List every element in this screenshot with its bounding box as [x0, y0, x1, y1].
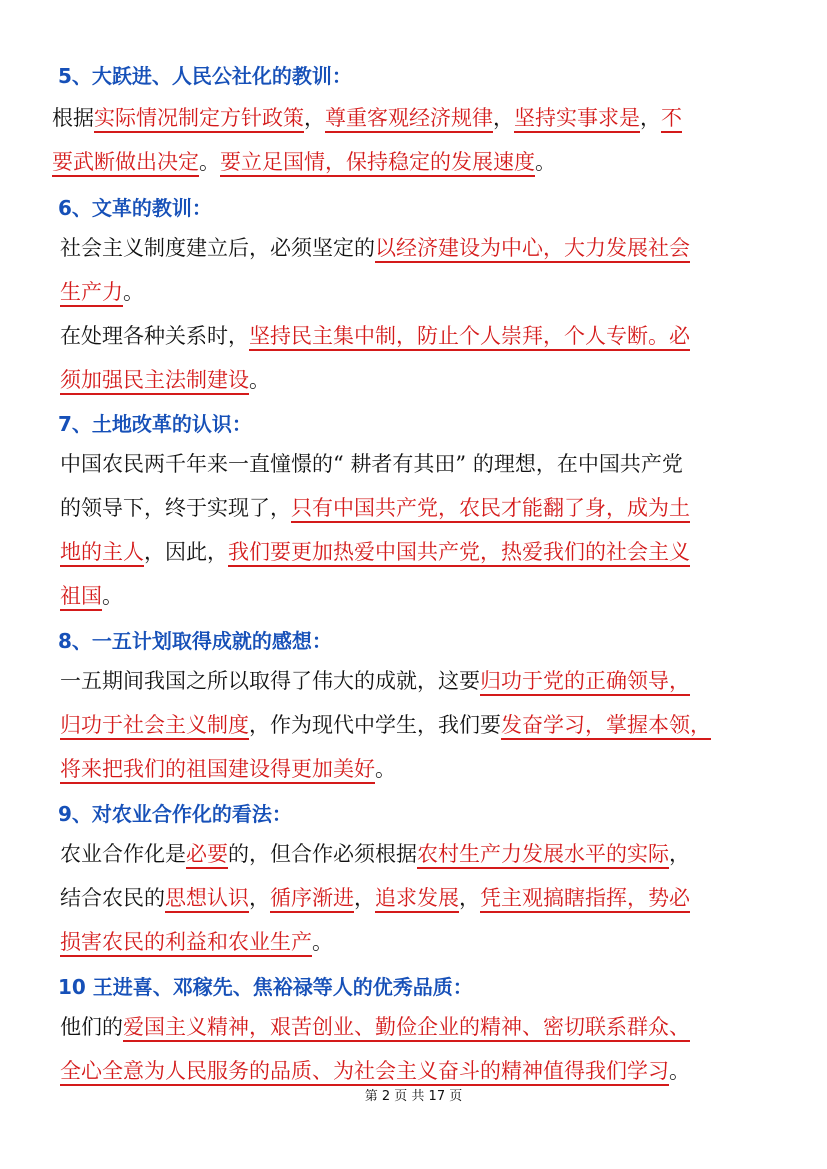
section-body-10 [60, 1005, 690, 1093]
section-heading-8: 8、一五计划取得成就的感想： [58, 629, 332, 653]
highlighted-key-phrase: 追求发展 [375, 886, 459, 910]
body-text: 在处理各种关系时， [60, 324, 249, 348]
section-body-5 [52, 96, 682, 184]
body-text: ， [249, 886, 270, 910]
body-text: 。 [312, 930, 333, 954]
body-text: 。 [199, 150, 220, 174]
section-heading-6: 6、文革的教训： [58, 196, 212, 220]
highlighted-key-phrase: 只有中国共产党，农民才能翻了身，成为土 [291, 496, 690, 520]
text-line [60, 920, 690, 964]
highlighted-key-phrase: 凭主观搞瞎指挥，势必 [480, 886, 690, 910]
section-body-9 [60, 832, 690, 964]
body-text: 的，但合作必须根据 [228, 842, 417, 866]
text-line [60, 486, 690, 530]
highlighted-key-phrase: 坚持民主集中制，防止个人崇拜，个人专断。必 [249, 324, 690, 348]
highlighted-key-phrase: 须加强民主法制建设 [60, 368, 249, 392]
text-line [60, 358, 690, 402]
highlighted-key-phrase: 实际情况制定方针政策 [94, 106, 304, 130]
body-text: ， [493, 106, 514, 130]
text-line [52, 140, 682, 184]
body-text: 的领导下，终于实现了， [60, 496, 291, 520]
highlighted-key-phrase: 损害农民的利益和农业生产 [60, 930, 312, 954]
text-line [60, 832, 690, 876]
body-text: ， [640, 106, 661, 130]
text-line [60, 226, 690, 270]
body-text: 社会主义制度建立后，必须坚定的 [60, 236, 375, 260]
body-text: 中国农民两千年来一直憧憬的“ 耕者有其田” 的理想，在中国共产党 [60, 452, 683, 476]
page-footer: 第 2 页 共 17 页 [364, 1089, 463, 1104]
section-heading-5: 5、大跃进、人民公社化的教训： [58, 64, 352, 88]
body-text: 。 [249, 368, 270, 392]
text-line [60, 442, 690, 486]
highlighted-key-phrase: 尊重客观经济规律 [325, 106, 493, 130]
body-text: ， [669, 842, 690, 866]
body-text: ，作为现代中学生，我们要 [249, 713, 501, 737]
text-line [60, 574, 690, 618]
body-text: 农业合作化是 [60, 842, 186, 866]
body-text: 结合农民的 [60, 886, 165, 910]
highlighted-key-phrase: 必要 [186, 842, 228, 866]
highlighted-key-phrase: 不 [661, 106, 682, 130]
body-text: ， [304, 106, 325, 130]
section-body-7 [60, 442, 690, 618]
section-heading-10: 10 王进喜、邓稼先、焦裕禄等人的优秀品质： [58, 975, 473, 999]
body-text: 。 [102, 584, 123, 608]
highlighted-key-phrase: 要立足国情，保持稳定的发展速度 [220, 150, 535, 174]
section-heading-9: 9、对农业合作化的看法： [58, 802, 292, 826]
highlighted-key-phrase: 归功于党的正确领导， [480, 669, 690, 693]
highlighted-key-phrase: 我们要更加热爱中国共产党，热爱我们的社会主义 [228, 540, 690, 564]
highlighted-key-phrase: 坚持实事求是 [514, 106, 640, 130]
highlighted-key-phrase: 思想认识 [165, 886, 249, 910]
body-text: 根据 [52, 106, 94, 130]
text-line [52, 96, 682, 140]
body-text: ，因此， [144, 540, 228, 564]
highlighted-key-phrase: 将来把我们的祖国建设得更加美好 [60, 757, 375, 781]
highlighted-key-phrase: 归功于社会主义制度 [60, 713, 249, 737]
text-line [60, 1005, 690, 1049]
highlighted-key-phrase: 农村生产力发展水平的实际 [417, 842, 669, 866]
body-text: 。 [669, 1059, 690, 1083]
highlighted-key-phrase: 循序渐进 [270, 886, 354, 910]
section-body-6 [60, 226, 690, 402]
text-line [60, 270, 690, 314]
text-line [60, 876, 690, 920]
body-text: 。 [375, 757, 396, 781]
text-line [60, 659, 711, 703]
highlighted-key-phrase: 要武断做出决定 [52, 150, 199, 174]
body-text: 。 [535, 150, 556, 174]
body-text: 一五期间我国之所以取得了伟大的成就，这要 [60, 669, 480, 693]
section-heading-7: 7、土地改革的认识： [58, 412, 252, 436]
highlighted-key-phrase: 爱国主义精神，艰苦创业、勤俭企业的精神、密切联系群众、 [123, 1015, 690, 1039]
text-line [60, 747, 711, 791]
text-line [60, 530, 690, 574]
highlighted-key-phrase: 发奋学习，掌握本领， [501, 713, 711, 737]
body-text: 他们的 [60, 1015, 123, 1039]
section-body-8 [60, 659, 711, 791]
highlighted-key-phrase: 全心全意为人民服务的品质、为社会主义奋斗的精神值得我们学习 [60, 1059, 669, 1083]
highlighted-key-phrase: 生产力 [60, 280, 123, 304]
highlighted-key-phrase: 祖国 [60, 584, 102, 608]
highlighted-key-phrase: 以经济建设为中心，大力发展社会 [375, 236, 690, 260]
text-line [60, 703, 711, 747]
body-text: ， [354, 886, 375, 910]
body-text: 。 [123, 280, 144, 304]
highlighted-key-phrase: 地的主人 [60, 540, 144, 564]
text-line [60, 314, 690, 358]
body-text: ， [459, 886, 480, 910]
